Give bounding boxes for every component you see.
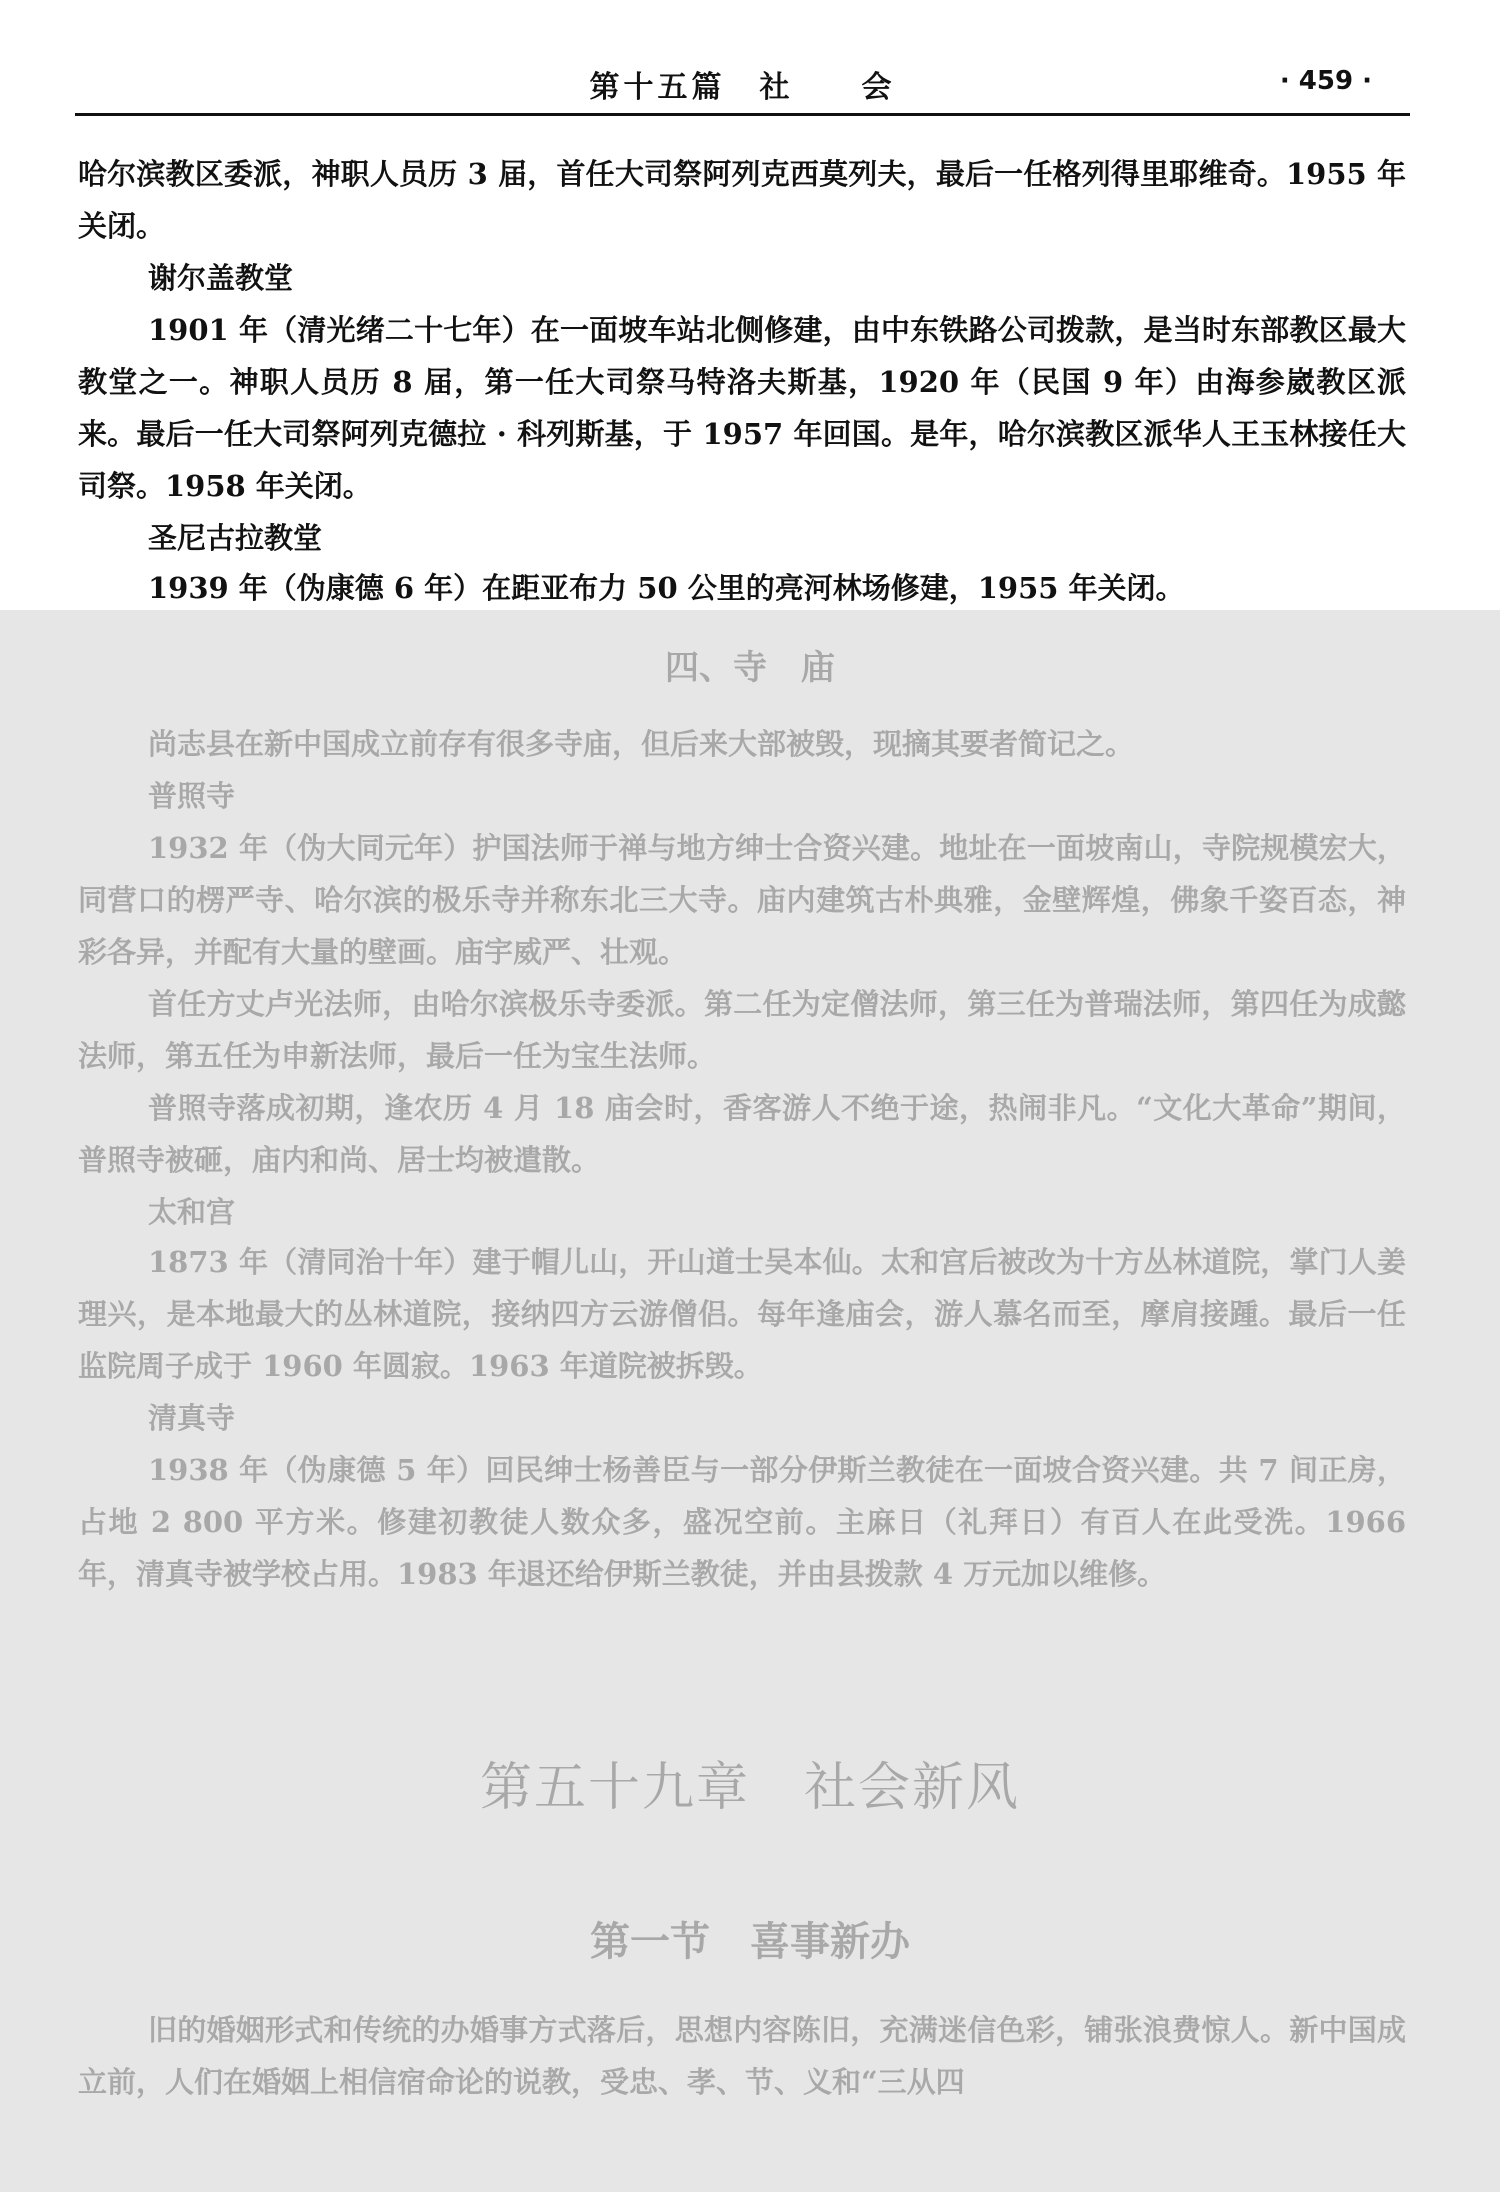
paragraph-mosque: 1938 年（伪康德 5 年）回民绅士杨善臣与一部分伊斯兰教徒在一面坡合资兴建。共 7 间正房，占地 2 800 平方米。修建初教徒人数众多，盛况空前。主麻日（礼拜日）有百人在此受洗。1966 年，清真寺被学校占用。1983 年退还给伊斯兰教徒，并由县拨款 4 万元加以维修。 — [78, 1453, 1406, 1591]
chapter-title: 第五十九章 社会新风 — [479, 1758, 1020, 1818]
paragraph-puzhao-1: 1932 年（伪大同元年）护国法师于禅与地方绅士合资兴建。地址在一面坡南山，寺院规模宏大，同营口的楞严寺、哈尔滨的极乐寺并称东北三大寺。庙内建筑古朴典雅，金壁辉煌，佛象千姿百态，神彩各异，并配有大量的壁画。庙宇威严、壮观。 — [78, 831, 1406, 969]
paragraph-temples-intro: 尚志县在新中国成立前存有很多寺庙，但后来大部被毁，现摘其要者简记之。 — [148, 727, 1135, 761]
section-title-temples: 四、寺 庙 — [665, 648, 835, 688]
paragraph-puzhao-2: 首任方丈卢光法师，由哈尔滨极乐寺委派。第二任为定僧法师，第三任为普瑞法师，第四任为成懿法师，第五任为申新法师，最后一任为宝生法师。 — [78, 987, 1406, 1073]
heading-sergei-church: 谢尔盖教堂 — [148, 261, 294, 295]
paragraph-taihe-palace: 1873 年（清同治十年）建于帽儿山，开山道士吴本仙。太和宫后被改为十方丛林道院，掌门人姜理兴，是本地最大的丛林道院，接纳四方云游僧侣。每年逢庙会，游人慕名而至，摩肩接踵。最后一任监院周子成于 1960 年圆寂。1963 年道院被拆毁。 — [78, 1245, 1406, 1383]
paragraph-harbin-diocese: 哈尔滨教区委派，神职人员历 3 届，首任大司祭阿列克西莫列夫，最后一任格列得里耶维奇。1955 年关闭。 — [78, 157, 1406, 243]
header-title: 第十五篇 社 会 — [589, 70, 896, 105]
heading-taihe-palace: 太和宫 — [148, 1195, 236, 1229]
header-rule — [75, 113, 1410, 116]
paragraph-weddings: 旧的婚姻形式和传统的办婚事方式落后，思想内容陈旧，充满迷信色彩，铺张浪费惊人。新中国成立前，人们在婚姻上相信宿命论的说教，受忠、孝、节、义和“三从四 — [78, 2013, 1406, 2099]
paragraph-st-nicholas-church: 1939 年（伪康德 6 年）在距亚布力 50 公里的亮河林场修建，1955 年关闭。 — [148, 571, 1185, 605]
heading-puzhao-temple: 普照寺 — [148, 779, 236, 813]
paragraph-puzhao-3: 普照寺落成初期，逢农历 4 月 18 庙会时，香客游人不绝于途，热闹非凡。“文化大革命”期间，普照寺被砸，庙内和尚、居士均被遣散。 — [78, 1091, 1406, 1177]
section-title-weddings: 第一节 喜事新办 — [590, 1919, 910, 1965]
page-number: · 459 · — [1279, 66, 1372, 96]
running-header — [75, 58, 1410, 112]
heading-st-nicholas-church: 圣尼古拉教堂 — [148, 521, 323, 555]
heading-mosque: 清真寺 — [148, 1401, 236, 1435]
paragraph-sergei-church: 1901 年（清光绪二十七年）在一面坡车站北侧修建，由中东铁路公司拨款，是当时东部教区最大教堂之一。神职人员历 8 届，第一任大司祭马特洛夫斯基，1920 年（民国 9 年）由海参崴教区派来。最后一任大司祭阿列克德拉 · 科列斯基，于 1957 年回国。是年，哈尔滨教区派华人王玉林接任大司祭。1958 年关闭。 — [78, 313, 1406, 503]
